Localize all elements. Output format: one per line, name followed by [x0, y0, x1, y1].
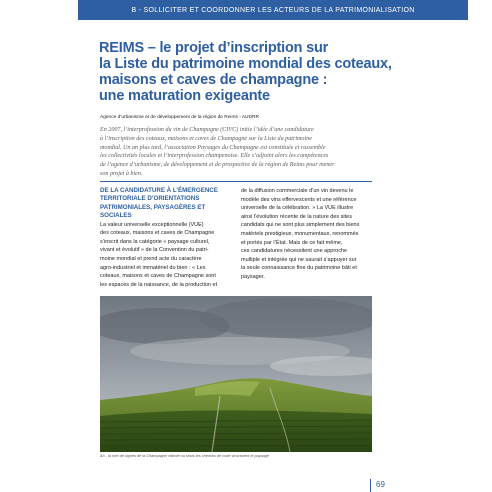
- left-column-text: [100, 221, 232, 290]
- body-line: agro-industriel et immatériel du bien : « Les: [100, 264, 206, 271]
- intro-line: son projet à bien.: [100, 170, 143, 177]
- intro-line: mondial. Un an plus tard, l’association Paysages du Champagne est constituée et rassemble: [100, 144, 326, 151]
- body-line: matériels prestigieux, monumentaux, renommés: [241, 230, 359, 237]
- body-line: et portés par l’État. Mais de ce fait même,: [241, 239, 343, 246]
- body-line: paysager.: [241, 273, 265, 280]
- photo-caption: Ah - la mer de vignes de la Champagne viticole où seuls les chemins de craie structurent le paysage: [100, 454, 269, 458]
- article-title: [99, 40, 392, 104]
- page-number-rule: [370, 479, 371, 492]
- title-line: une maturation exigeante: [99, 88, 270, 104]
- chapter-header-band: [78, 0, 468, 20]
- section-heading-line: DE LA CANDIDATURE À L’ÉMERGENCE: [100, 187, 218, 194]
- author-line: Agence d’urbanisme et de développement de la région de Reims - AUDRR: [100, 115, 259, 120]
- intro-line: En 2007, l’interprofession du vin de Champagne (CIVC) initie l’idée d’une candidature: [100, 127, 314, 133]
- title-line: la Liste du patrimoine mondial des coteaux,: [99, 56, 392, 72]
- body-line: de la diffusion commerciale d’un vin devenu le: [241, 188, 354, 194]
- body-line: modèle des vins effervescents et une référence: [241, 196, 357, 203]
- title-line: REIMS – le projet d’inscription sur: [99, 40, 329, 56]
- intro-paragraph: [100, 126, 372, 179]
- body-line: vivant et évolutif » de la Convention du patri-: [100, 247, 209, 254]
- section-heading: [100, 187, 232, 221]
- left-column: [100, 187, 232, 289]
- body-line: candidats qui ne sont plus simplement des biens: [241, 222, 360, 229]
- intro-line: de l’agence d’urbanisme, de développement et de prospective de la région de Reims pour mener: [100, 162, 335, 169]
- vineyard-photo: [100, 296, 372, 452]
- body-line: ainsi l’évolution récente de la nature des sites: [241, 213, 352, 220]
- section-heading-line: TERRITORIALE D’ORIENTATIONS: [100, 195, 200, 203]
- page-number: 69: [376, 480, 385, 489]
- body-line: ces candidatures nécessitent une approche: [241, 248, 348, 255]
- body-line: la seule connaissance fine du patrimoine bâti et: [241, 265, 357, 272]
- body-line: les espaces de la naissance, de la production et: [100, 281, 218, 288]
- body-line: La valeur universelle exceptionnelle (VUE): [100, 221, 204, 228]
- chapter-header-label: B - SOLLICITER ET COORDONNER LES ACTEURS DE LA PATRIMONIALISATION: [131, 6, 415, 14]
- body-line: moine mondial et prend acte du caractère: [100, 256, 202, 262]
- body-line: des coteaux, maisons et caves de Champagne: [100, 230, 215, 237]
- body-line: coteaux, maisons et caves de Champagne sont: [100, 273, 216, 280]
- right-column-text: [241, 187, 373, 282]
- body-line: s’inscrit dans la catégorie « paysage culturel,: [100, 238, 210, 245]
- section-heading-line: PATRIMONIALES, PAYSAGÈRES ET: [100, 203, 206, 211]
- body-line: multiple et intégrée qui ne saurait s’appuyer sur: [241, 256, 357, 263]
- intro-line: les collectivités locales et l’interprofession champenoise. Elle s’adjoint alors les compétences: [100, 153, 329, 160]
- intro-line: à l’inscription des coteaux, maisons et caves de Champagne sur la Liste du patrimoine: [100, 135, 312, 142]
- section-divider: [100, 181, 372, 182]
- body-line: universelle de la célébration. » La VUE illustre: [241, 205, 354, 212]
- section-heading-line: SOCIALES: [100, 212, 132, 220]
- title-line: maisons et caves de champagne :: [99, 72, 328, 88]
